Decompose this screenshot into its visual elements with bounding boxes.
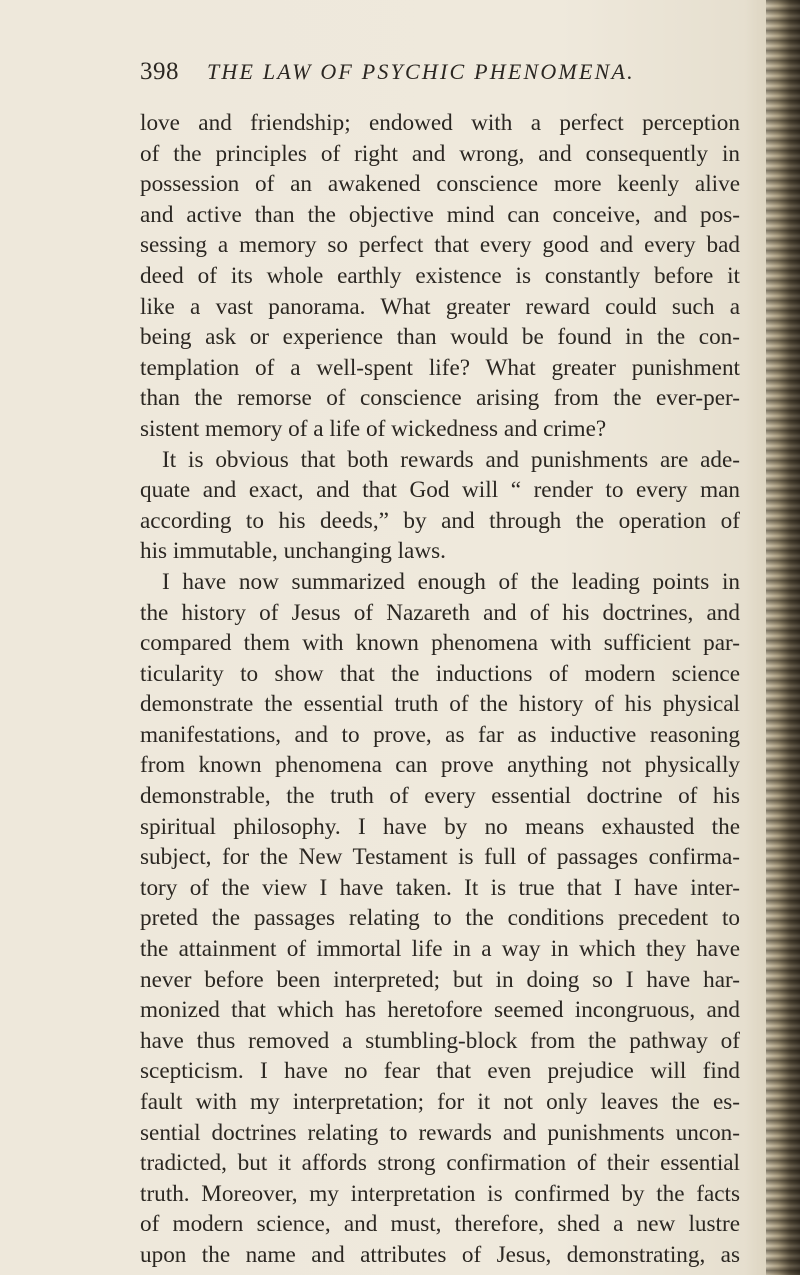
text-line: subject, for the New Testament is full of passages confirma- (140, 844, 740, 871)
text-line: scepticism. I have no fear that even prejudice will find (140, 1058, 740, 1085)
text-line: sessing a memory so perfect that every good and every bad (140, 232, 740, 259)
text-line: the history of Jesus of Nazareth and of his doctrines, and (140, 599, 740, 626)
text-line: being ask or experience than would be found in the con- (140, 324, 740, 351)
text-line: It is obvious that both rewards and punishments are ade- (162, 446, 740, 473)
page-binding-edge (766, 0, 800, 1275)
text-line: ticularity to show that the inductions of modern science (140, 660, 740, 687)
text-line: of the principles of right and wrong, and consequently in (140, 140, 740, 167)
text-line: quate and exact, and that God will “ render to every man (140, 477, 740, 504)
text-line: spiritual philosophy. I have by no means exhausted the (140, 813, 740, 840)
text-line: from known phenomena can prove anything not physically (140, 752, 740, 779)
text-line: truth. Moreover, my interpretation is confirmed by the facts (140, 1180, 740, 1207)
text-line: like a vast panorama. What greater reward could such a (140, 293, 740, 320)
text-line: his immutable, unchanging laws. (140, 538, 446, 565)
text-line: manifestations, and to prove, as far as inductive reasoning (140, 721, 740, 748)
text-line: of modern science, and must, therefore, shed a new lustre (140, 1211, 740, 1238)
page-number: 398 (140, 58, 179, 85)
text-line: demonstrable, the truth of every essential doctrine of his (140, 783, 740, 810)
text-line: deed of its whole earthly existence is constantly before it (140, 262, 740, 289)
text-line: preted the passages relating to the conditions precedent to (140, 905, 740, 932)
text-line: sistent memory of a life of wickedness and crime? (140, 415, 607, 442)
text-line: sential doctrines relating to rewards and punishments uncon- (140, 1119, 740, 1146)
text-line: compared them with known phenomena with sufficient par- (140, 630, 740, 657)
text-line: possession of an awakened conscience more keenly alive (140, 171, 740, 198)
body-text (140, 108, 740, 1271)
text-line: than the remorse of conscience arising from the ever-per- (140, 385, 740, 412)
text-line: have thus removed a stumbling-block from the pathway of (140, 1027, 740, 1054)
text-line: templation of a well-spent life? What greater punishment (140, 354, 740, 381)
text-line: the attainment of immortal life in a way in which they have (140, 936, 740, 963)
text-line: never before been interpreted; but in doing so I have har- (140, 966, 740, 993)
text-line: according to his deeds,” by and through the operation of (140, 507, 740, 534)
text-line: demonstrate the essential truth of the history of his physical (140, 691, 740, 718)
text-line: and active than the objective mind can conceive, and pos- (140, 201, 740, 228)
running-title: THE LAW OF PSYCHIC PHENOMENA. (207, 59, 635, 84)
text-line: tory of the view I have taken. It is true that I have inter- (140, 874, 740, 901)
text-line: fault with my interpretation; for it not only leaves the es- (140, 1089, 740, 1115)
text-line: I have now summarized enough of the leading points in (162, 568, 740, 595)
text-line: love and friendship; endowed with a perfect perception (140, 110, 740, 136)
page-header (140, 58, 740, 92)
text-line: tradicted, but it affords strong confirmation of their essential (140, 1150, 740, 1177)
text-line: monized that which has heretofore seemed incongruous, and (140, 997, 740, 1024)
text-line: upon the name and attributes of Jesus, demonstrating, as (140, 1241, 740, 1268)
